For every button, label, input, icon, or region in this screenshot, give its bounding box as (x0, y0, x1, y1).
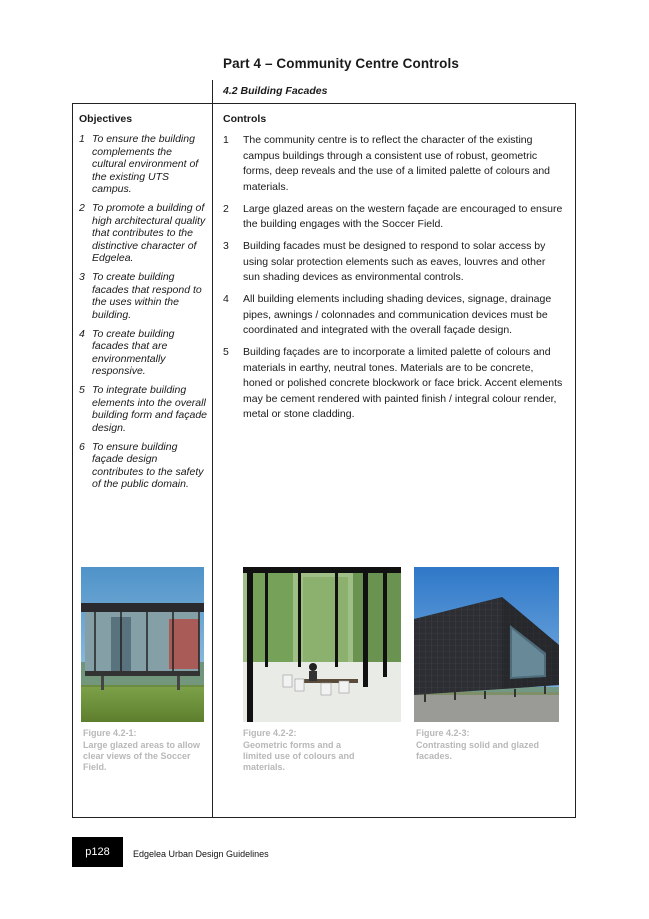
objective-number: 6 (79, 440, 85, 453)
control-item (223, 133, 565, 195)
page-number-badge (72, 837, 123, 867)
figure-2-label: Figure 4.2-2: (243, 728, 297, 738)
dark-tiled-building-photo (414, 567, 559, 722)
control-number: 5 (223, 346, 229, 358)
control-text: All building elements including shading devices, signage, drainage pipes, awnings / colonnades and communication devices must be coordinated and integrated with the overall façade design. (243, 293, 552, 336)
section-heading: 4.2 Building Facades (223, 85, 328, 97)
controls-heading: Controls (223, 113, 267, 125)
objective-text: To create building facades that are environmentally responsive. (92, 327, 175, 377)
objective-text: To integrate building elements into the overall building form and façade design. (92, 384, 207, 434)
objective-item (79, 441, 207, 491)
figure-2-text: Geometric forms and a limited use of colours and materials. (243, 740, 355, 772)
controls-list (223, 133, 565, 429)
control-number: 3 (223, 240, 229, 252)
objective-number: 1 (79, 133, 85, 145)
glazed-interior-photo (243, 567, 401, 722)
control-number: 1 (223, 134, 229, 146)
control-text: Building façades are to incorporate a limited palette of colours and materials in earthy, neutral tones. Materials are to be concrete, honed or polished concrete blockwork or face brick. Accent elements may be cement rendered with painted finish / integral colour render, metal or stone cladding. (243, 346, 563, 420)
control-text: Building facades must be designed to respond to solar access by using solar protection elements such as eaves, louvres and other sun shading devices as environmental controls. (243, 240, 546, 283)
objective-text: To ensure the building complements the cultural environment of the existing UTS campus. (92, 133, 199, 195)
objective-number: 2 (79, 202, 85, 214)
figure-3-text: Contrasting solid and glazed facades. (416, 740, 540, 761)
objective-item (79, 271, 207, 321)
control-item (223, 345, 565, 423)
page-number: p128 (85, 846, 110, 858)
column-divider (212, 104, 213, 817)
control-item (223, 292, 565, 339)
figure-3-label: Figure 4.2-3: (416, 728, 470, 738)
figure-2-image (243, 567, 401, 722)
column-divider-top (212, 80, 213, 103)
figure-1-label: Figure 4.2-1: (83, 728, 137, 738)
control-text: The community centre is to reflect the character of the existing campus buildings through a consistent use of robust, geometric forms, deep reveals and the use of a limited palette of colours and materials. (243, 134, 551, 193)
figure-3-caption (416, 728, 551, 762)
control-item (223, 202, 565, 233)
objective-number: 5 (79, 384, 85, 396)
control-text: Large glazed areas on the western façade are encouraged to ensure the building engages with the Soccer Field. (243, 202, 563, 230)
objective-item (79, 133, 207, 196)
page-title: Part 4 – Community Centre Controls (223, 56, 459, 71)
document-title: Edgelea Urban Design Guidelines (133, 849, 269, 859)
objective-text: To create building facades that respond to the uses within the building. (92, 271, 202, 321)
objective-text: To ensure building façade design contributes to the safety of the public domain. (92, 440, 204, 490)
figure-1-text: Large glazed areas to allow clear views of the Soccer Field. (83, 740, 201, 772)
figure-3-image (414, 567, 559, 722)
glass-pavilion-photo (81, 567, 204, 722)
objective-item (79, 202, 207, 265)
objectives-heading: Objectives (79, 113, 133, 125)
figure-2-caption (243, 728, 368, 773)
control-number: 2 (223, 202, 229, 215)
control-item (223, 239, 565, 286)
objective-text: To promote a building of high architectural quality that contributes to the distinctive character of Edgelea. (92, 202, 206, 264)
objective-item (79, 328, 207, 378)
objective-item (79, 384, 207, 434)
objectives-list (79, 133, 207, 497)
figure-1-caption (83, 728, 203, 773)
objective-number: 3 (79, 271, 85, 283)
figure-1-image (81, 567, 204, 722)
objective-number: 4 (79, 327, 85, 340)
control-number: 4 (223, 293, 229, 305)
